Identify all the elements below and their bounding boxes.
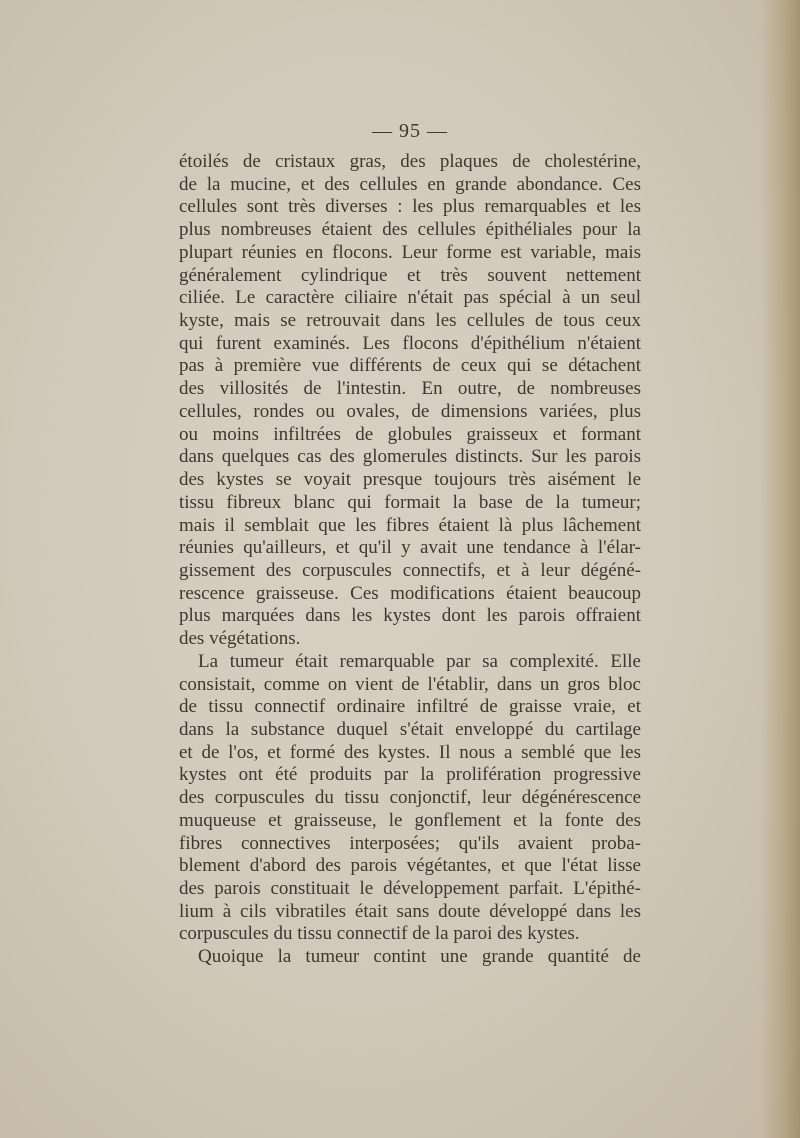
text-line: blement d'abord des parois végétantes, et que l'état lisse <box>179 855 641 877</box>
text-line: La tumeur était remarquable par sa complexité. Elle <box>198 650 641 672</box>
text-line: cellules, rondes ou ovales, de dimensions variées, plus <box>179 400 641 422</box>
page-edge-shadow <box>760 0 800 1138</box>
text-line: corpuscules du tissu connectif de la paroi des kystes. <box>179 923 580 945</box>
text-line: pas à première vue différents de ceux qui se détachent <box>179 355 641 377</box>
text-line: des végétations. <box>179 628 301 650</box>
text-line: des corpuscules du tissu conjonctif, leur dégénérescence <box>179 787 641 809</box>
text-line: réunies qu'ailleurs, et qu'il y avait une tendance à l'élar- <box>179 537 641 559</box>
text-line: des kystes se voyait presque toujours très aisément le <box>179 469 641 491</box>
text-line: consistait, comme on vient de l'établir, dans un gros bloc <box>179 673 641 695</box>
text-line: plupart réunies en flocons. Leur forme est variable, mais <box>179 241 641 263</box>
text-line: ou moins infiltrées de globules graisseux et formant <box>179 423 641 445</box>
page-number: — 95 — <box>372 120 448 142</box>
text-line: plus nombreuses étaient des cellules épithéliales pour la <box>179 219 641 241</box>
text-line: de la mucine, et des cellules en grande abondance. Ces <box>179 173 641 195</box>
text-line: généralement cylindrique et très souvent nettement <box>179 264 641 286</box>
text-line: des villosités de l'intestin. En outre, de nombreuses <box>179 378 641 400</box>
text-line: gissement des corpuscules connectifs, et à leur dégéné- <box>179 559 641 581</box>
body-text <box>179 151 641 969</box>
text-line: qui furent examinés. Les flocons d'épithélium n'étaient <box>179 332 641 354</box>
text-line: dans la substance duquel s'était enveloppé du cartilage <box>179 718 641 740</box>
text-line: tissu fibreux blanc qui formait la base de la tumeur; <box>179 491 641 513</box>
text-line: dans quelques cas des glomerules distincts. Sur les parois <box>179 446 641 468</box>
text-line: kystes ont été produits par la prolifération progressive <box>179 764 641 786</box>
text-line: muqueuse et graisseuse, le gonflement et la fonte des <box>179 809 641 831</box>
text-line: et de l'os, et formé des kystes. Il nous a semblé que les <box>179 741 641 763</box>
text-line: lium à cils vibratiles était sans doute développé dans les <box>179 900 641 922</box>
text-line: fibres connectives interposées; qu'ils avaient proba- <box>179 832 641 854</box>
text-line: plus marquées dans les kystes dont les parois offraient <box>179 605 641 627</box>
text-line: cellules sont très diverses : les plus remarquables et les <box>179 196 641 218</box>
text-line: ciliée. Le caractère ciliaire n'était pas spécial à un seul <box>179 287 641 309</box>
text-line: étoilés de cristaux gras, des plaques de cholestérine, <box>179 151 641 172</box>
text-line: kyste, mais se retrouvait dans les cellules de tous ceux <box>179 310 641 332</box>
text-line: rescence graisseuse. Ces modifications étaient beaucoup <box>179 582 641 604</box>
text-line: des parois constituait le développement parfait. L'épithé- <box>179 878 641 899</box>
text-line: de tissu connectif ordinaire infiltré de graisse vraie, et <box>179 696 641 718</box>
text-line: mais il semblait que les fibres étaient là plus lâchement <box>179 514 641 536</box>
text-line: Quoique la tumeur contint une grande quantité de <box>198 946 641 968</box>
